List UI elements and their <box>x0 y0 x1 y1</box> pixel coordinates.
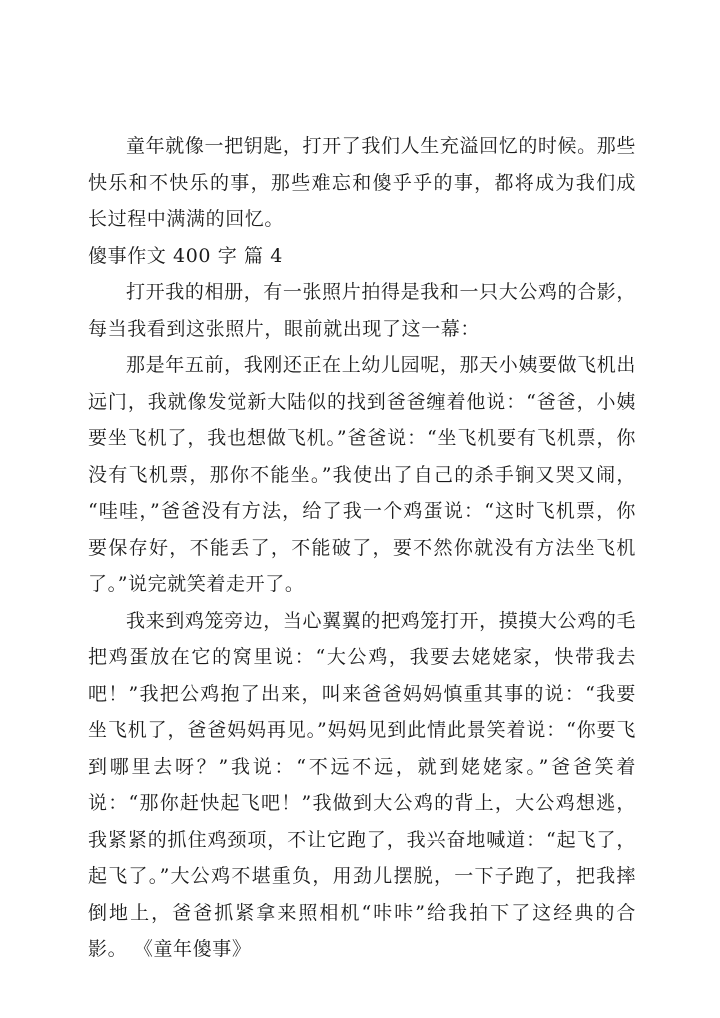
document-body <box>88 128 636 968</box>
essay-heading: 傻事作文 400 字 篇 4 <box>88 244 283 267</box>
story-paragraph-2: 那是年五前，我刚还正在上幼儿园呢，那天小姨要做飞机出远门，我就像发觉新大陆似的找到爸爸缠着他说：“爸爸，小姨要坐飞机了，我也想做飞机。”爸爸说：“坐飞机要有飞机票，你没有飞机票，那你不能坐。”我使出了自己的杀手锏又哭又闹， “哇哇，”爸爸没有方法，给了我一个鸡蛋说：“这时飞机票，你要保存好，不能丢了，不能破了，要不然你就没有方法坐飞机了。”说完就笑着走开了。 <box>88 354 636 595</box>
story-paragraph-3: 我来到鸡笼旁边，当心翼翼的把鸡笼打开，摸摸大公鸡的毛把鸡蛋放在它的窝里说：“大公鸡，我要去姥姥家，快带我去吧！”我把公鸡抱了出来，叫来爸爸妈妈慎重其事的说：“我要坐飞机了，爸爸妈妈再见。”妈妈见到此情此景笑着说：“你要飞到哪里去呀？”我说：“不远不远，就到姥姥家。”爸爸笑着说：“那你赶快起飞吧！”我做到大公鸡的背上，大公鸡想逃，我紧紧的抓住鸡颈项，不让它跑了，我兴奋地喊道：“起飞了，起飞了。”大公鸡不堪重负，用劲儿摆脱，一下子跑了，把我摔倒地上，爸爸抓紧拿来照相机“咔咔”给我拍下了这经典的合影。 《童年傻事》 <box>88 609 636 960</box>
story-paragraph-1: 打开我的相册，有一张照片拍得是我和一只大公鸡的合影，每当我看到这张照片，眼前就出现了这一幕： <box>88 281 636 340</box>
intro-paragraph: 童年就像一把钥匙，打开了我们人生充溢回忆的时候。那些快乐和不快乐的事，那些难忘和傻乎乎的事，都将成为我们成长过程中满满的回忆。 <box>88 135 636 230</box>
